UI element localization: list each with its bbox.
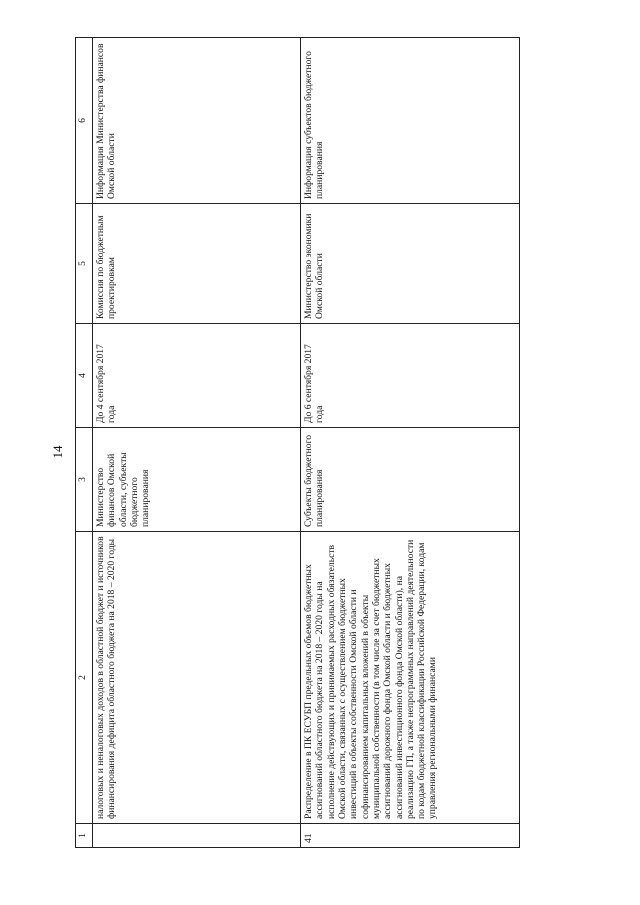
row-recipient: Комиссия по бюджетным проектировкам [93, 204, 301, 324]
header-col-2: 2 [76, 532, 93, 824]
rotated-table-container [75, 38, 439, 848]
plan-table [75, 37, 520, 848]
row-deadline: До 6 сентября 2017 года [301, 324, 520, 428]
row-executor: Субъекты бюджетного планирования [301, 428, 520, 532]
header-col-1: 1 [76, 824, 93, 848]
header-row [76, 38, 93, 848]
row-result: Информация субъектов бюджетного планирования [301, 38, 520, 204]
table-row [93, 38, 301, 848]
row-number: 41 [301, 824, 520, 848]
header-col-3: 3 [76, 428, 93, 532]
row-executor: Министерство финансов Омской области, субъекты бюджетного планирования [93, 428, 301, 532]
row-recipient: Министерство экономики Омской области [301, 204, 520, 324]
row-description: налоговых и неналоговых доходов в областной бюджет и источников финансирования дефицита областного бюджета на 2018 – 2020 годы [93, 532, 301, 824]
header-col-4: 4 [76, 324, 93, 428]
row-number [93, 824, 301, 848]
table-row [301, 38, 520, 848]
row-result: Информация Министерства финансов Омской области [93, 38, 301, 204]
row-description: Распределение в ПК ЕСУБП предельных объемов бюджетных ассигнований областного бюджета на 2018 – 2020 годы на исполнение действующих и принимаемых расходных обязательств Омской области, связанных с осуществлением бюджетных инвестиций в объекты собственности Омской области и софинансированием капитальных вложений в объекты муниципальной собственности (в том числе за счет бюджетных ассигнований дорожного фонда Омской области и бюджетных ассигнований инвестиционного фонда Омской области), на реализацию ГП, а также непрограммных направлений деятельности по кодам бюджетной классификации Российской Федерации, кодам управления региональными финансами [301, 532, 520, 824]
row-deadline: До 4 сентября 2017 года [93, 324, 301, 428]
page-number: 14 [50, 445, 65, 459]
header-col-5: 5 [76, 204, 93, 324]
header-col-6: 6 [76, 38, 93, 204]
